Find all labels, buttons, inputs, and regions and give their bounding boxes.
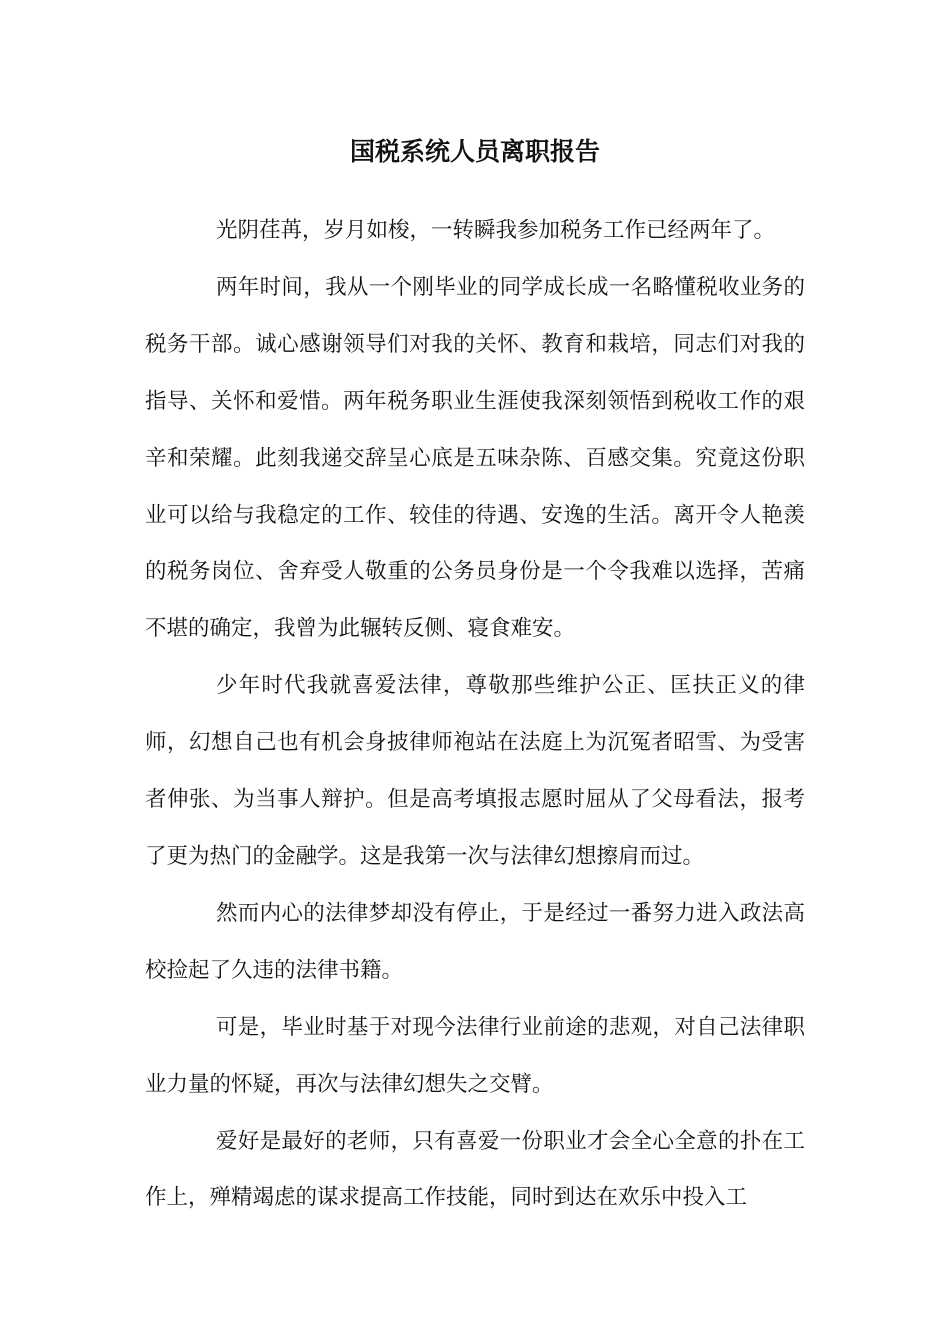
document-body (145, 203, 805, 1227)
paragraph: 然而内心的法律梦却没有停止，于是经过一番努力进入政法高校捡起了久违的法律书籍。 (145, 900, 805, 983)
paragraph: 两年时间，我从一个刚毕业的同学成长成一名略懂税收业务的税务干部。诚心感谢领导们对我的关怀、教育和栽培，同志们对我的指导、关怀和爱惜。两年税务职业生涯使我深刻领悟到税收工作的艰辛和荣耀。此刻我递交辞呈心底是五味杂陈、百感交集。究竟这份职业可以给与我稳定的工作、较佳的待遇、安逸的生活。离开令人艳羡的税务岗位、舍弃受人敬重的公务员身份是一个令我难以选择，苦痛不堪的确定，我曾为此辗转反侧、寝食难安。 (145, 274, 805, 642)
document-title: 国税系统人员离职报告 (349, 137, 600, 166)
paragraph: 光阴荏苒，岁月如梭，一转瞬我参加税务工作已经两年了。 (215, 218, 775, 243)
paragraph: 可是，毕业时基于对现今法律行业前途的悲观，对自己法律职业力量的怀疑，再次与法律幻想失之交臂。 (145, 1014, 805, 1097)
paragraph: 少年时代我就喜爱法律，尊敬那些维护公正、匡扶正义的律师，幻想自己也有机会身披律师袍站在法庭上为沉冤者昭雪、为受害者伸张、为当事人辩护。但是高考填报志愿时屈从了父母看法，报考了更为热门的金融学。这是我第一次与法律幻想擦肩而过。 (145, 673, 805, 869)
paragraph: 爱好是最好的老师，只有喜爱一份职业才会全心全意的扑在工作上，殚精竭虑的谋求提高工作技能，同时到达在欢乐中投入工 (145, 1128, 805, 1211)
